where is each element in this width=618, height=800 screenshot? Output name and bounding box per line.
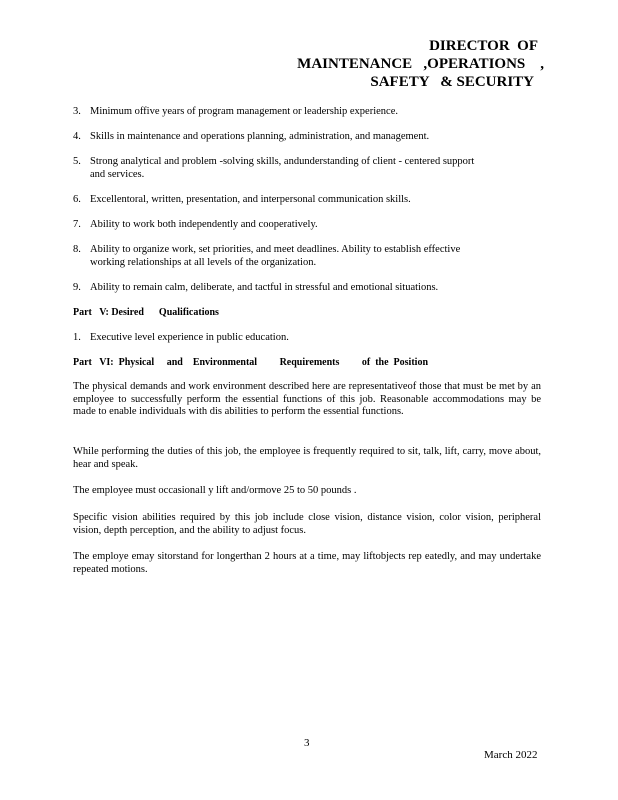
list-item (73, 131, 543, 144)
paragraph: Specific vision abilities required by this job include close vision, distance vision, color vision, peripheral vision, depth perception, and the ability to adjust focus. (73, 512, 541, 536)
list-item (73, 244, 543, 269)
list-item-number: 8. (73, 244, 81, 255)
list-item (73, 194, 543, 207)
page-number: 3 (304, 737, 310, 749)
section-heading-part-5: Part V: Desired Qualifications (73, 307, 219, 318)
list-item-text: Minimum offive years of program management or leadership experience. (90, 106, 398, 117)
list-item-text: Ability to work both independently and cooperatively. (90, 219, 318, 230)
list-item-number: 6. (73, 194, 81, 205)
list-item-text: Strong analytical and problem -solving skills, andunderstanding of client - centered support and services. (90, 156, 475, 180)
paragraph: While performing the duties of this job, the employee is frequently required to sit, talk, lift, carry, move about, hear and speak. (73, 446, 541, 470)
document-title (297, 37, 544, 91)
paragraph: The employe emay sitorstand for longerthan 2 hours at a time, may liftobjects rep eatedly, and may undertake repeated motions. (73, 551, 541, 575)
list-item-text: Excellentoral, written, presentation, and interpersonal communication skills. (90, 194, 411, 205)
list-item-number: 4. (73, 131, 81, 142)
list-item-number: 3. (73, 106, 81, 117)
paragraph: The physical demands and work environment described here are representativeof those that must be met by an employee to successfully perform the essential functions of this job. Reasonable accommodations may be made to enable individuals with dis abilities to perform the essential functions. (73, 381, 541, 417)
list-item-text: Executive level experience in public education. (90, 332, 289, 343)
list-item-text: Skills in maintenance and operations planning, administration, and management. (90, 131, 430, 142)
list-item-text: Ability to organize work, set priorities, and meet deadlines. Ability to establish effective working relationships at all levels of the organization. (90, 244, 461, 268)
title-line-2: MAINTENANCE ,OPERATIONS , (297, 56, 544, 72)
list-item-number: 5. (73, 156, 81, 167)
list-item-number: 1. (73, 332, 81, 343)
list-item-text: Ability to remain calm, deliberate, and tactful in stressful and emotional situations. (90, 282, 439, 293)
list-item (73, 106, 543, 119)
list-item (73, 332, 543, 345)
list-item-number: 7. (73, 219, 81, 230)
title-line-1: DIRECTOR OF (429, 38, 538, 54)
title-line-3: SAFETY & SECURITY (370, 74, 534, 90)
paragraph: The employee must occasionall y lift and/ormove 25 to 50 pounds . (73, 485, 357, 496)
list-item-number: 9. (73, 282, 81, 293)
section-heading-part-6: Part VI: Physical and Environmental Requirements of the Position (73, 357, 429, 368)
list-item (73, 282, 543, 295)
footer-date: March 2022 (484, 749, 538, 761)
list-item (73, 219, 543, 232)
list-item (73, 156, 543, 181)
